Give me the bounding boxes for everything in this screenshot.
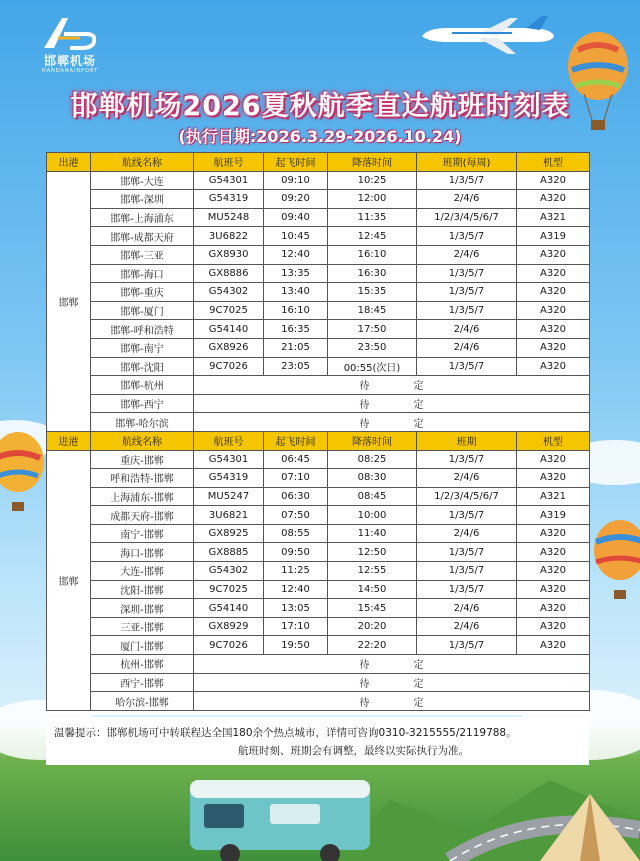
weekly-schedule: 2/4/6 (417, 599, 517, 618)
table-row (47, 469, 590, 488)
pending-label: 待 (359, 381, 370, 393)
notice-box (46, 717, 589, 765)
flight-number: G54302 (194, 283, 264, 302)
table-row (47, 208, 590, 227)
schedule-grid (46, 152, 590, 711)
departure-time: 13:35 (264, 264, 328, 283)
arrival-time: 20:20 (328, 617, 417, 636)
table-row (47, 357, 590, 376)
aircraft-type: A320 (517, 524, 590, 543)
route-name: 邯郸-厦门 (91, 301, 194, 320)
route-name: 重庆-邯郸 (91, 450, 194, 469)
table-row (47, 562, 590, 581)
aircraft-type: A321 (517, 487, 590, 506)
aircraft-type: A319 (517, 227, 590, 246)
arrival-time: 11:40 (328, 524, 417, 543)
aircraft-type: A320 (517, 171, 590, 190)
logo-name: 邯郸机场 (43, 54, 96, 68)
flight-number: G54140 (194, 599, 264, 618)
schedule-header: 班期 (417, 431, 517, 450)
aircraft-header: 机型 (517, 431, 590, 450)
pending-label: 定 (413, 660, 424, 672)
arrival-time: 10:00 (328, 506, 417, 525)
route-name: 大连-邯郸 (91, 562, 194, 581)
route-name: 邯郸-深圳 (91, 190, 194, 209)
departure-time: 16:35 (264, 320, 328, 339)
aircraft-type: A320 (517, 562, 590, 581)
aircraft-type: A320 (517, 543, 590, 562)
arrival-time-header: 降落时间 (328, 431, 417, 450)
flight-number: GX8885 (194, 543, 264, 562)
pending-label: 定 (413, 400, 424, 412)
departure-time: 08:55 (264, 524, 328, 543)
pending-status (194, 673, 590, 692)
departure-time: 06:45 (264, 450, 328, 469)
aircraft-type: A320 (517, 580, 590, 599)
flight-number: 9C7025 (194, 580, 264, 599)
departure-time: 17:10 (264, 617, 328, 636)
route-name: 邯郸-大连 (91, 171, 194, 190)
weekly-schedule: 2/4/6 (417, 524, 517, 543)
table-row (47, 487, 590, 506)
weekly-schedule: 1/3/5/7 (417, 543, 517, 562)
departure-time: 09:40 (264, 208, 328, 227)
header-row (47, 431, 590, 450)
flight-number: G54319 (194, 469, 264, 488)
route-name: 海口-邯郸 (91, 543, 194, 562)
route-name: 呼和浩特-邯郸 (91, 469, 194, 488)
arrival-time: 00:55(次日) (328, 357, 417, 376)
weekly-schedule: 2/4/6 (417, 245, 517, 264)
route-name: 邯郸-海口 (91, 264, 194, 283)
table-row (47, 506, 590, 525)
table-row-pending (47, 673, 590, 692)
weekly-schedule: 1/3/5/7 (417, 636, 517, 655)
aircraft-type: A320 (517, 338, 590, 357)
flight-number: MU5248 (194, 208, 264, 227)
route-name: 邯郸-沈阳 (91, 357, 194, 376)
route-name: 邯郸-南宁 (91, 338, 194, 357)
aircraft-type: A320 (517, 264, 590, 283)
route-name: 邯郸-西宁 (91, 394, 194, 413)
arrival-time: 16:10 (328, 245, 417, 264)
departure-time: 11:25 (264, 562, 328, 581)
arrival-time-header: 降落时间 (328, 153, 417, 172)
table-row-pending (47, 692, 590, 711)
route-name: 邯郸-成都天府 (91, 227, 194, 246)
aircraft-type: A320 (517, 599, 590, 618)
weekly-schedule: 1/3/5/7 (417, 357, 517, 376)
table-row (47, 450, 590, 469)
flight-number: GX8929 (194, 617, 264, 636)
route-name: 西宁-邯郸 (91, 673, 194, 692)
flight-number: MU5247 (194, 487, 264, 506)
route-name: 成都天府-邯郸 (91, 506, 194, 525)
aircraft-type: A320 (517, 357, 590, 376)
departure-time: 06:30 (264, 487, 328, 506)
flight-number: 9C7026 (194, 357, 264, 376)
table-row (47, 190, 590, 209)
arrival-time: 23:50 (328, 338, 417, 357)
weekly-schedule: 1/3/5/7 (417, 301, 517, 320)
flight-number: G54301 (194, 171, 264, 190)
logo-subtitle: HANDANAIRPORT (41, 68, 99, 74)
departure-time: 12:40 (264, 245, 328, 264)
table-row (47, 171, 590, 190)
arrival-time: 15:45 (328, 599, 417, 618)
weekly-schedule: 1/2/3/4/5/6/7 (417, 487, 517, 506)
route-name: 邯郸-上海浦东 (91, 208, 194, 227)
aircraft-type: A320 (517, 617, 590, 636)
route-name: 哈尔滨-邯郸 (91, 692, 194, 711)
aircraft-type: A320 (517, 320, 590, 339)
table-row (47, 543, 590, 562)
aircraft-type: A320 (517, 450, 590, 469)
pending-label: 待 (359, 418, 370, 430)
pending-label: 定 (413, 697, 424, 709)
route-name: 杭州-邯郸 (91, 655, 194, 674)
flight-no-header: 航班号 (194, 153, 264, 172)
flight-number: GX8886 (194, 264, 264, 283)
hot-air-balloon-icon (590, 520, 640, 610)
weekly-schedule: 1/3/5/7 (417, 227, 517, 246)
flight-number: G54140 (194, 320, 264, 339)
departures-section (47, 153, 590, 432)
weekly-schedule: 1/3/5/7 (417, 580, 517, 599)
route-name: 深圳-邯郸 (91, 599, 194, 618)
effective-dates: (执行日期:2026.3.29-2026.10.24) (178, 127, 462, 146)
departure-time: 16:10 (264, 301, 328, 320)
arrival-time: 15:35 (328, 283, 417, 302)
departure-time: 09:20 (264, 190, 328, 209)
table-row (47, 617, 590, 636)
table-row (47, 599, 590, 618)
flight-number: G54319 (194, 190, 264, 209)
route-name: 邯郸-杭州 (91, 376, 194, 395)
departure-time-header: 起飞时间 (264, 431, 328, 450)
pending-label: 定 (413, 381, 424, 393)
table-row (47, 264, 590, 283)
tent-illustration (540, 790, 640, 861)
notice-line-2: 航班时刻、班期会有调整，最终以实际执行为准。 (238, 745, 469, 757)
arrival-time: 12:50 (328, 543, 417, 562)
hot-air-balloon-icon (0, 432, 44, 522)
pending-label: 定 (413, 418, 424, 430)
pending-label: 待 (359, 678, 370, 690)
table-row-pending (47, 413, 590, 432)
weekly-schedule: 2/4/6 (417, 469, 517, 488)
arrival-time: 12:45 (328, 227, 417, 246)
arrival-time: 11:35 (328, 208, 417, 227)
aircraft-type: A320 (517, 636, 590, 655)
pending-status (194, 376, 590, 395)
route-name: 上海浦东-邯郸 (91, 487, 194, 506)
aircraft-type: A319 (517, 506, 590, 525)
arrivals-section (47, 431, 590, 710)
table-row (47, 301, 590, 320)
direction-header: 出港 (47, 153, 91, 172)
departure-time: 13:05 (264, 599, 328, 618)
weekly-schedule: 1/2/3/4/5/6/7 (417, 208, 517, 227)
route-name: 沈阳-邯郸 (91, 580, 194, 599)
table-row (47, 283, 590, 302)
arrival-time: 22:20 (328, 636, 417, 655)
airplane-icon (418, 16, 558, 56)
departure-time: 09:50 (264, 543, 328, 562)
arrival-time: 12:55 (328, 562, 417, 581)
flight-number: 3U6822 (194, 227, 264, 246)
table-row (47, 636, 590, 655)
pending-label: 待 (359, 400, 370, 412)
table-row (47, 580, 590, 599)
weekly-schedule: 1/3/5/7 (417, 264, 517, 283)
weekly-schedule: 2/4/6 (417, 190, 517, 209)
departure-time: 12:40 (264, 580, 328, 599)
arrival-time: 18:45 (328, 301, 417, 320)
airport-logo-icon (40, 16, 96, 50)
table-row (47, 245, 590, 264)
flight-number: GX8926 (194, 338, 264, 357)
flight-number: 9C7026 (194, 636, 264, 655)
aircraft-type: A320 (517, 245, 590, 264)
table-row-pending (47, 376, 590, 395)
departure-time: 09:10 (264, 171, 328, 190)
weekly-schedule: 2/4/6 (417, 338, 517, 357)
departure-time: 07:50 (264, 506, 328, 525)
flight-number: G54302 (194, 562, 264, 581)
aircraft-type: A320 (517, 469, 590, 488)
pending-status (194, 692, 590, 711)
aircraft-type: A320 (517, 283, 590, 302)
flight-number: GX8925 (194, 524, 264, 543)
table-row (47, 227, 590, 246)
camper-van-illustration (180, 770, 380, 861)
departure-time-header: 起飞时间 (264, 153, 328, 172)
route-name: 三亚-邯郸 (91, 617, 194, 636)
airport-group: 邯郸 (47, 450, 91, 710)
table-row (47, 320, 590, 339)
flight-schedule-table (46, 152, 589, 715)
weekly-schedule: 1/3/5/7 (417, 450, 517, 469)
table-row (47, 338, 590, 357)
departure-time: 19:50 (264, 636, 328, 655)
pending-status (194, 413, 590, 432)
arrival-time: 08:45 (328, 487, 417, 506)
weekly-schedule: 1/3/5/7 (417, 562, 517, 581)
departure-time: 10:45 (264, 227, 328, 246)
route-header: 航线名称 (91, 153, 194, 172)
arrival-time: 17:50 (328, 320, 417, 339)
weekly-schedule: 2/4/6 (417, 320, 517, 339)
arrival-time: 08:25 (328, 450, 417, 469)
flight-number: G54301 (194, 450, 264, 469)
aircraft-header: 机型 (517, 153, 590, 172)
route-name: 邯郸-重庆 (91, 283, 194, 302)
notice-line-1: 温馨提示：邯郸机场可中转联程达全国180余个热点城市，详情可咨询0310-3215555/2119788。 (54, 727, 517, 739)
table-row-pending (47, 655, 590, 674)
route-name: 厦门-邯郸 (91, 636, 194, 655)
pending-status (194, 394, 590, 413)
arrival-time: 14:50 (328, 580, 417, 599)
aircraft-type: A321 (517, 208, 590, 227)
flight-number: 3U6821 (194, 506, 264, 525)
departure-time: 13:40 (264, 283, 328, 302)
header-row (47, 153, 590, 172)
table-row (47, 524, 590, 543)
aircraft-type: A320 (517, 190, 590, 209)
route-name: 邯郸-哈尔滨 (91, 413, 194, 432)
departure-time: 21:05 (264, 338, 328, 357)
arrival-time: 16:30 (328, 264, 417, 283)
pending-label: 待 (359, 660, 370, 672)
weekly-schedule: 2/4/6 (417, 617, 517, 636)
airport-group: 邯郸 (47, 171, 91, 431)
pending-label: 待 (359, 697, 370, 709)
flight-no-header: 航班号 (194, 431, 264, 450)
flight-number: 9C7025 (194, 301, 264, 320)
route-name: 邯郸-三亚 (91, 245, 194, 264)
aircraft-type: A320 (517, 301, 590, 320)
departure-time: 07:10 (264, 469, 328, 488)
table-row-pending (47, 394, 590, 413)
arrival-time: 08:30 (328, 469, 417, 488)
direction-header: 进港 (47, 431, 91, 450)
flight-number: GX8930 (194, 245, 264, 264)
schedule-header: 班期(每周) (417, 153, 517, 172)
arrival-time: 10:25 (328, 171, 417, 190)
weekly-schedule: 1/3/5/7 (417, 171, 517, 190)
page-title: 邯郸机场2026夏秋航季直达航班时刻表 (70, 91, 570, 122)
departure-time: 23:05 (264, 357, 328, 376)
pending-label: 定 (413, 678, 424, 690)
weekly-schedule: 1/3/5/7 (417, 283, 517, 302)
weekly-schedule: 1/3/5/7 (417, 506, 517, 525)
arrival-time: 12:00 (328, 190, 417, 209)
pending-status (194, 655, 590, 674)
airport-logo (30, 16, 110, 76)
route-name: 南宁-邯郸 (91, 524, 194, 543)
route-header: 航线名称 (91, 431, 194, 450)
route-name: 邯郸-呼和浩特 (91, 320, 194, 339)
